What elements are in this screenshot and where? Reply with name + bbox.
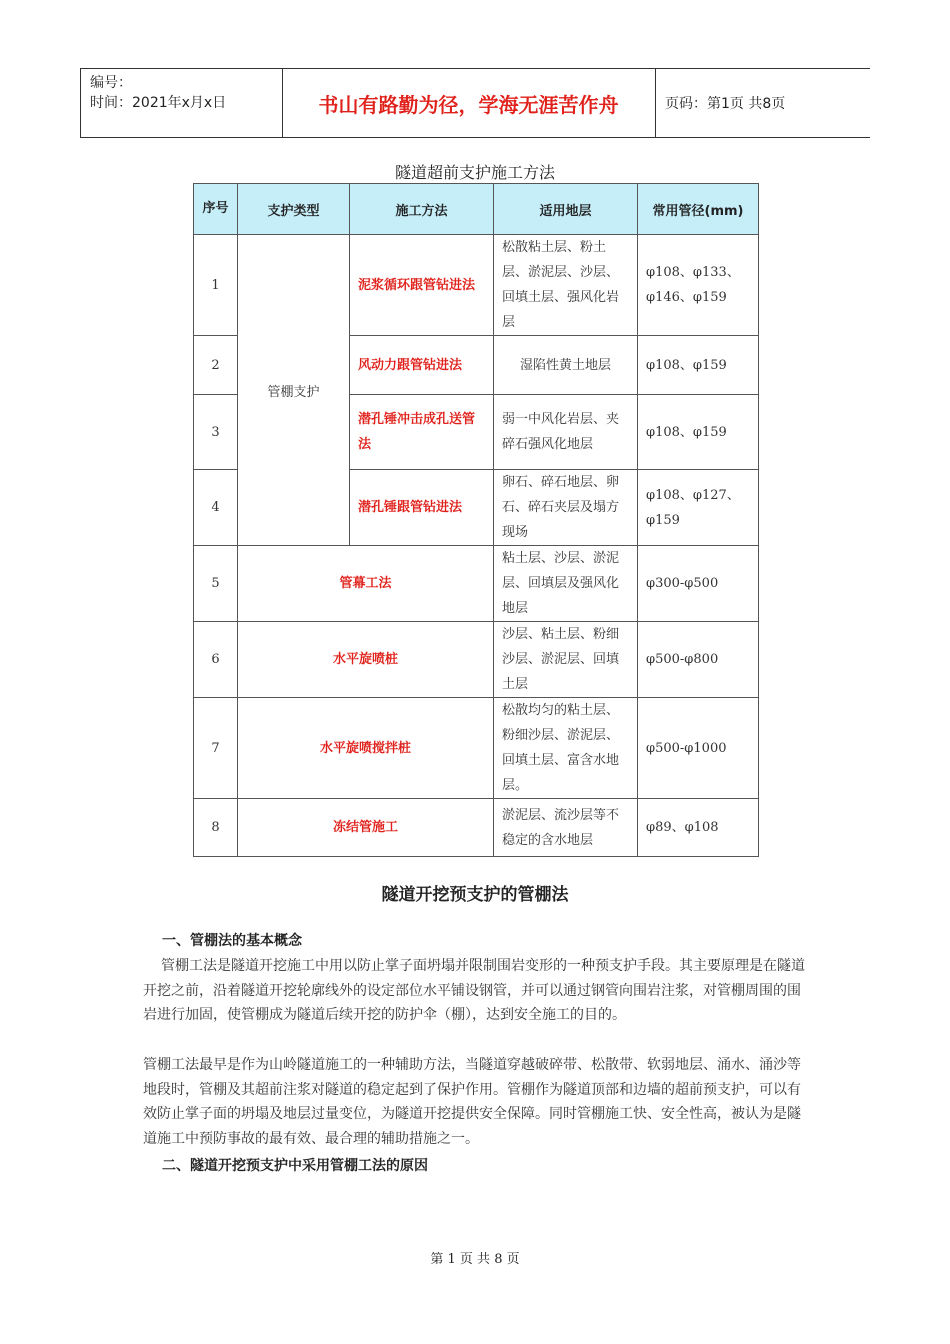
diameter-cell: φ108、φ159 [638, 336, 759, 395]
table-row [194, 622, 759, 698]
row-number: 3 [194, 395, 238, 470]
geology-cell: 淤泥层、流沙层等不稳定的含水地层 [494, 799, 638, 857]
table-row [194, 546, 759, 622]
method-cell: 潜孔锤跟管钻进法 [350, 470, 494, 546]
row-number: 2 [194, 336, 238, 395]
section-heading: 二、隧道开挖预支护中采用管棚工法的原因 [162, 1158, 428, 1174]
number-label: 编号： [90, 75, 132, 91]
diameter-cell: φ108、φ159 [638, 395, 759, 470]
paragraph: 管棚工法是隧道开挖施工中用以防止掌子面坍塌并限制围岩变形的一种预支护手段。其主要原理是在隧道开挖之前，沿着隧道开挖轮廓线外的设定部位水平铺设钢管，并可以通过钢管向围岩注浆，对管棚周围的围岩进行加固，使管棚成为隧道后续开挖的防护伞（棚），达到安全施工的目的。 [143, 958, 805, 1023]
row-number: 1 [194, 235, 238, 336]
row-number: 8 [194, 799, 238, 857]
method-cell: 水平旋喷桩 [238, 622, 494, 698]
header-cell: 施工方法 [350, 184, 494, 235]
table-row [194, 799, 759, 857]
method-cell: 风动力跟管钻进法 [350, 336, 494, 395]
method-cell: 泥浆循环跟管钻进法 [350, 235, 494, 336]
header-divider [80, 69, 81, 137]
method-cell: 冻结管施工 [238, 799, 494, 857]
header-motto: 书山有路勤为径，学海无涯苦作舟 [318, 92, 619, 117]
geology-cell: 湿陷性黄土地层 [494, 336, 638, 395]
geology-cell: 松散均匀的粘土层、粉细沙层、淤泥层、回填土层、富含水地层。 [494, 698, 638, 799]
diameter-cell: φ108、φ127、φ159 [638, 470, 759, 546]
row-number: 7 [194, 698, 238, 799]
table-row [194, 235, 759, 336]
method-cell: 管幕工法 [238, 546, 494, 622]
page-header [80, 68, 870, 138]
row-number: 4 [194, 470, 238, 546]
header-cell: 序号 [194, 184, 238, 235]
section-heading: 一、管棚法的基本概念 [162, 933, 302, 949]
geology-cell: 弱一中风化岩层、夹碎石强风化地层 [494, 395, 638, 470]
header-cell: 支护类型 [238, 184, 350, 235]
support-methods-table [193, 183, 759, 857]
table-title: 隧道超前支护施工方法 [394, 163, 555, 182]
header-page-info: 页码：第1页 共8页 [665, 96, 786, 112]
header-divider [655, 69, 656, 137]
support-type: 管棚支护 [238, 235, 350, 546]
page-footer: 第 1 页 共 8 页 [430, 1252, 520, 1267]
time-label: 时间：2021年x月x日 [90, 95, 227, 111]
table-row [194, 698, 759, 799]
header-cell: 常用管径(mm) [638, 184, 759, 235]
diameter-cell: φ108、φ133、φ146、φ159 [638, 235, 759, 336]
diameter-cell: φ89、φ108 [638, 799, 759, 857]
diameter-cell: φ500-φ1000 [638, 698, 759, 799]
article-title: 隧道开挖预支护的管棚法 [381, 885, 569, 905]
paragraph: 管棚工法最早是作为山岭隧道施工的一种辅助方法，当隧道穿越破碎带、松散带、软弱地层、涌水、涌沙等地段时，管棚及其超前注浆对隧道的稳定起到了保护作用。管棚作为隧道顶部和边墙的超前预支护，可以有效防止掌子面的坍塌及地层过量变位，为隧道开挖提供安全保障。同时管棚施工快、安全性高，被认为是隧道施工中预防事故的最有效、最合理的辅助措施之一。 [143, 1057, 801, 1147]
table-header-row [194, 184, 759, 235]
header-meta [90, 73, 226, 113]
diameter-cell: φ300-φ500 [638, 546, 759, 622]
geology-cell: 松散粘土层、粉土层、淤泥层、沙层、回填土层、强风化岩层 [494, 235, 638, 336]
geology-cell: 卵石、碎石地层、卵石、碎石夹层及塌方现场 [494, 470, 638, 546]
row-number: 5 [194, 546, 238, 622]
geology-cell: 粘土层、沙层、淤泥层、回填层及强风化地层 [494, 546, 638, 622]
method-cell: 水平旋喷搅拌桩 [238, 698, 494, 799]
diameter-cell: φ500-φ800 [638, 622, 759, 698]
method-cell: 潜孔锤冲击成孔送管法 [350, 395, 494, 470]
row-number: 6 [194, 622, 238, 698]
header-cell: 适用地层 [494, 184, 638, 235]
geology-cell: 沙层、粘土层、粉细沙层、淤泥层、回填土层 [494, 622, 638, 698]
